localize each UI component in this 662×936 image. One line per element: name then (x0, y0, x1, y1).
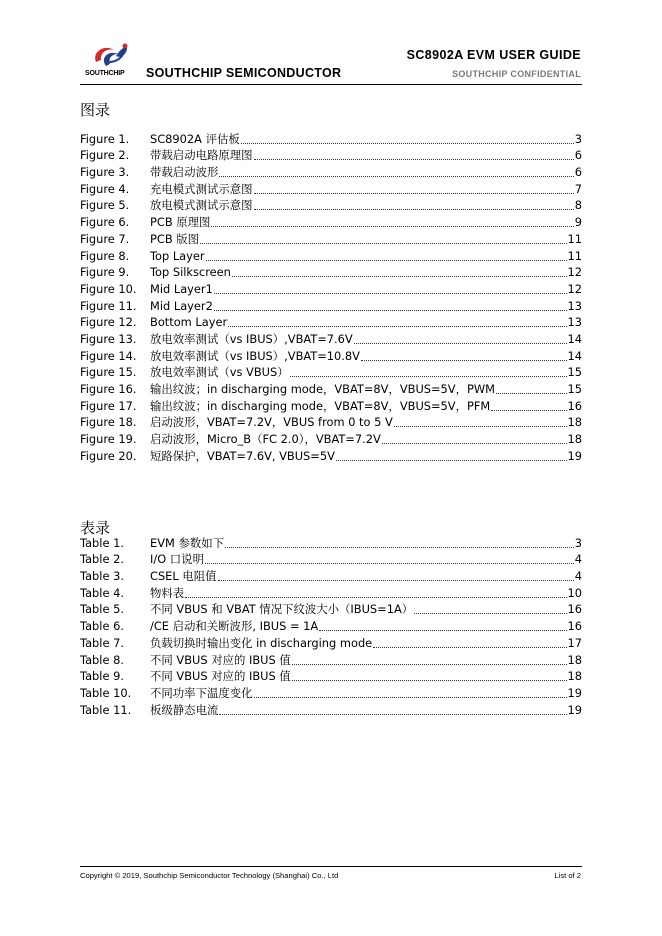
dot-leader (225, 547, 574, 548)
entry-title: 放电效率测试（vs IBUS）,VBAT=10.8V (150, 348, 360, 363)
entry-page-number: 19 (567, 702, 582, 717)
figure-list-item[interactable] (80, 230, 582, 247)
dot-leader (214, 310, 567, 311)
entry-number: Figure 9. (80, 265, 130, 280)
table-list-item[interactable] (80, 601, 582, 618)
table-list-item[interactable] (80, 584, 582, 601)
entry-number: Figure 1. (80, 131, 130, 146)
entry-title: 带载启动电路原理图 (150, 148, 253, 163)
entry-number: Figure 5. (80, 198, 130, 213)
entry-number: Figure 17. (80, 398, 137, 413)
dot-leader (414, 613, 566, 614)
entry-page-number: 12 (567, 265, 582, 280)
entry-title: /CE 启动和关断波形, IBUS = 1A (150, 619, 319, 634)
entry-page-number: 13 (567, 298, 582, 313)
entry-number: Figure 6. (80, 215, 130, 230)
dot-leader (319, 630, 566, 631)
entry-page-number: 14 (567, 348, 582, 363)
dot-leader (214, 293, 567, 294)
dot-leader (254, 159, 574, 160)
copyright-text: Copyright © 2019, Southchip Semiconductor Technology (Shanghai) Co., Ltd (80, 871, 339, 880)
figure-list-item[interactable] (80, 314, 582, 331)
logo-text: SOUTHCHIP (85, 70, 125, 77)
table-list-item[interactable] (80, 668, 582, 685)
entry-page-number: 6 (574, 165, 582, 180)
entry-page-number: 14 (567, 331, 582, 346)
entry-title: 板级静态电流 (150, 702, 219, 717)
entry-title: Mid Layer2 (150, 298, 213, 313)
dot-leader (206, 260, 567, 261)
table-list-item[interactable] (80, 684, 582, 701)
figure-list-item[interactable] (80, 380, 582, 397)
entry-page-number: 4 (574, 552, 582, 567)
entry-number: Table 2. (80, 552, 124, 567)
dot-leader (185, 597, 566, 598)
entry-title: 输出纹波；in discharging mode，VBAT=8V，VBUS=5V，PFM (150, 398, 491, 413)
entry-number: Figure 10. (80, 281, 137, 296)
entry-page-number: 18 (567, 415, 582, 430)
entry-number: Figure 13. (80, 331, 137, 346)
entry-page-number: 3 (574, 131, 582, 146)
dot-leader (219, 176, 573, 177)
page-label: List of 2 (554, 871, 581, 880)
figure-list-item[interactable] (80, 430, 582, 447)
figure-list-item[interactable] (80, 414, 582, 431)
tables-heading: 表录 (80, 519, 111, 537)
entry-title: 放电效率测试（vs VBUS） (150, 365, 289, 380)
dot-leader (218, 580, 574, 581)
entry-number: Figure 8. (80, 248, 130, 263)
figure-list-item[interactable] (80, 247, 582, 264)
dot-leader (394, 426, 567, 427)
entry-title: Top Silkscreen (150, 265, 231, 280)
dot-leader (496, 393, 567, 394)
dot-leader (491, 410, 566, 411)
dot-leader (200, 243, 566, 244)
dot-leader (211, 226, 573, 227)
entry-number: Table 7. (80, 635, 124, 650)
entry-page-number: 18 (567, 432, 582, 447)
entry-title: 放电模式测试示意图 (150, 198, 253, 213)
entry-title: 输出纹波；in discharging mode，VBAT=8V，VBUS=5V，PWM (150, 382, 495, 396)
entry-page-number: 18 (567, 652, 582, 667)
entry-title: 带载启动波形 (150, 165, 219, 180)
dot-leader (228, 326, 566, 327)
dot-leader (254, 697, 567, 698)
entry-page-number: 7 (574, 181, 582, 196)
figure-list-item[interactable] (80, 397, 582, 414)
entry-number: Figure 18. (80, 415, 137, 430)
entry-page-number: 18 (567, 669, 582, 684)
entry-title: 负载切换时输出变化 in discharging mode (150, 635, 373, 650)
table-list-item[interactable] (80, 634, 582, 651)
company-name: SOUTHCHIP SEMICONDUCTOR (146, 66, 342, 80)
entry-title: 不同 VBUS 对应的 IBUS 值 (150, 652, 291, 667)
dot-leader (290, 376, 567, 377)
table-list-item[interactable] (80, 567, 582, 584)
entry-number: Table 5. (80, 602, 124, 617)
entry-title: CSEL 电阻值 (150, 569, 217, 584)
figures-heading: 图录 (80, 101, 111, 119)
figure-list-item[interactable] (80, 347, 582, 364)
entry-title: EVM 参数如下 (150, 535, 225, 550)
entry-page-number: 6 (574, 148, 582, 163)
entry-number: Table 4. (80, 585, 124, 600)
entry-number: Figure 15. (80, 365, 137, 380)
dot-leader (254, 209, 574, 210)
entry-title: SC8902A 评估板 (150, 131, 240, 146)
table-list-item[interactable] (80, 651, 582, 668)
tables-list (80, 534, 582, 718)
entry-title: 启动波形，VBAT=7.2V，VBUS from 0 to 5 V (150, 415, 393, 430)
entry-page-number: 16 (567, 602, 582, 617)
entry-title: 不同 VBUS 和 VBAT 情况下纹波大小（IBUS=1A） (150, 602, 414, 617)
dot-leader (292, 680, 567, 681)
dot-leader (373, 647, 566, 648)
entry-page-number: 16 (567, 398, 582, 413)
figure-list-item[interactable] (80, 197, 582, 214)
figures-list (80, 130, 582, 464)
dot-leader (232, 276, 567, 277)
entry-number: Table 6. (80, 619, 124, 634)
entry-page-number: 8 (574, 198, 582, 213)
table-list-item[interactable] (80, 701, 582, 718)
footer-divider (80, 866, 582, 867)
entry-page-number: 12 (567, 281, 582, 296)
entry-page-number: 4 (574, 569, 582, 584)
entry-title: Top Layer (150, 248, 205, 263)
entry-number: Figure 14. (80, 348, 137, 363)
dot-leader (205, 563, 574, 564)
figure-list-item[interactable] (80, 180, 582, 197)
entry-title: Mid Layer1 (150, 281, 213, 296)
entry-title: 启动波形，Micro_B（FC 2.0），VBAT=7.2V (150, 432, 381, 447)
figure-list-item[interactable] (80, 130, 582, 147)
entry-number: Table 1. (80, 535, 124, 550)
entry-page-number: 19 (567, 448, 582, 463)
dot-leader (354, 343, 567, 344)
entry-number: Figure 19. (80, 432, 137, 447)
figure-list-item[interactable] (80, 163, 582, 180)
entry-page-number: 16 (567, 619, 582, 634)
entry-number: Figure 4. (80, 181, 130, 196)
entry-page-number: 11 (567, 248, 582, 263)
entry-number: Table 11. (80, 702, 132, 717)
figure-list-item[interactable] (80, 280, 582, 297)
entry-number: Table 9. (80, 669, 124, 684)
entry-page-number: 17 (567, 635, 582, 650)
entry-number: Figure 2. (80, 148, 130, 163)
entry-number: Table 3. (80, 569, 124, 584)
entry-number: Figure 12. (80, 315, 137, 330)
dot-leader (254, 193, 574, 194)
table-list-item[interactable] (80, 551, 582, 568)
figure-list-item[interactable] (80, 447, 582, 464)
entry-title: PCB 版图 (150, 231, 200, 246)
figure-list-item[interactable] (80, 147, 582, 164)
entry-title: 不同 VBUS 对应的 IBUS 值 (150, 669, 291, 684)
confidential-label: SOUTHCHIP CONFIDENTIAL (452, 69, 581, 79)
entry-page-number: 19 (567, 685, 582, 700)
entry-title: 充电模式测试示意图 (150, 181, 253, 196)
entry-number: Figure 7. (80, 231, 130, 246)
figure-list-item[interactable] (80, 297, 582, 314)
entry-page-number: 11 (567, 231, 582, 246)
entry-title: 不同功率下温度变化 (150, 685, 253, 700)
entry-page-number: 9 (574, 215, 582, 230)
entry-number: Figure 20. (80, 448, 137, 463)
entry-title: PCB 原理图 (150, 215, 211, 230)
header-divider (80, 84, 582, 85)
table-list-item[interactable] (80, 617, 582, 634)
dot-leader (241, 143, 574, 144)
entry-number: Table 10. (80, 685, 132, 700)
entry-title: 放电效率测试（vs IBUS）,VBAT=7.6V (150, 331, 353, 346)
entry-title: 物料表 (150, 585, 185, 600)
entry-title: 短路保护，VBAT=7.6V, VBUS=5V (150, 448, 335, 463)
entry-number: Figure 11. (80, 298, 137, 313)
table-list-item[interactable] (80, 534, 582, 551)
entry-number: Figure 3. (80, 165, 130, 180)
dot-leader (219, 714, 566, 715)
figure-list-item[interactable] (80, 330, 582, 347)
entry-number: Figure 16. (80, 382, 137, 396)
entry-page-number: 15 (567, 365, 582, 380)
figure-list-item[interactable] (80, 264, 582, 281)
dot-leader (336, 460, 567, 461)
entry-page-number: 15 (567, 382, 582, 396)
dot-leader (361, 360, 567, 361)
entry-page-number: 13 (567, 315, 582, 330)
entry-title: I/O 口说明 (150, 552, 204, 567)
document-title: SC8902A EVM USER GUIDE (406, 48, 581, 62)
figure-list-item[interactable] (80, 213, 582, 230)
dot-leader (292, 664, 567, 665)
entry-title: Bottom Layer (150, 315, 228, 330)
entry-number: Table 8. (80, 652, 124, 667)
dot-leader (382, 443, 567, 444)
figure-list-item[interactable] (80, 364, 582, 381)
entry-page-number: 3 (574, 535, 582, 550)
entry-page-number: 10 (567, 585, 582, 600)
